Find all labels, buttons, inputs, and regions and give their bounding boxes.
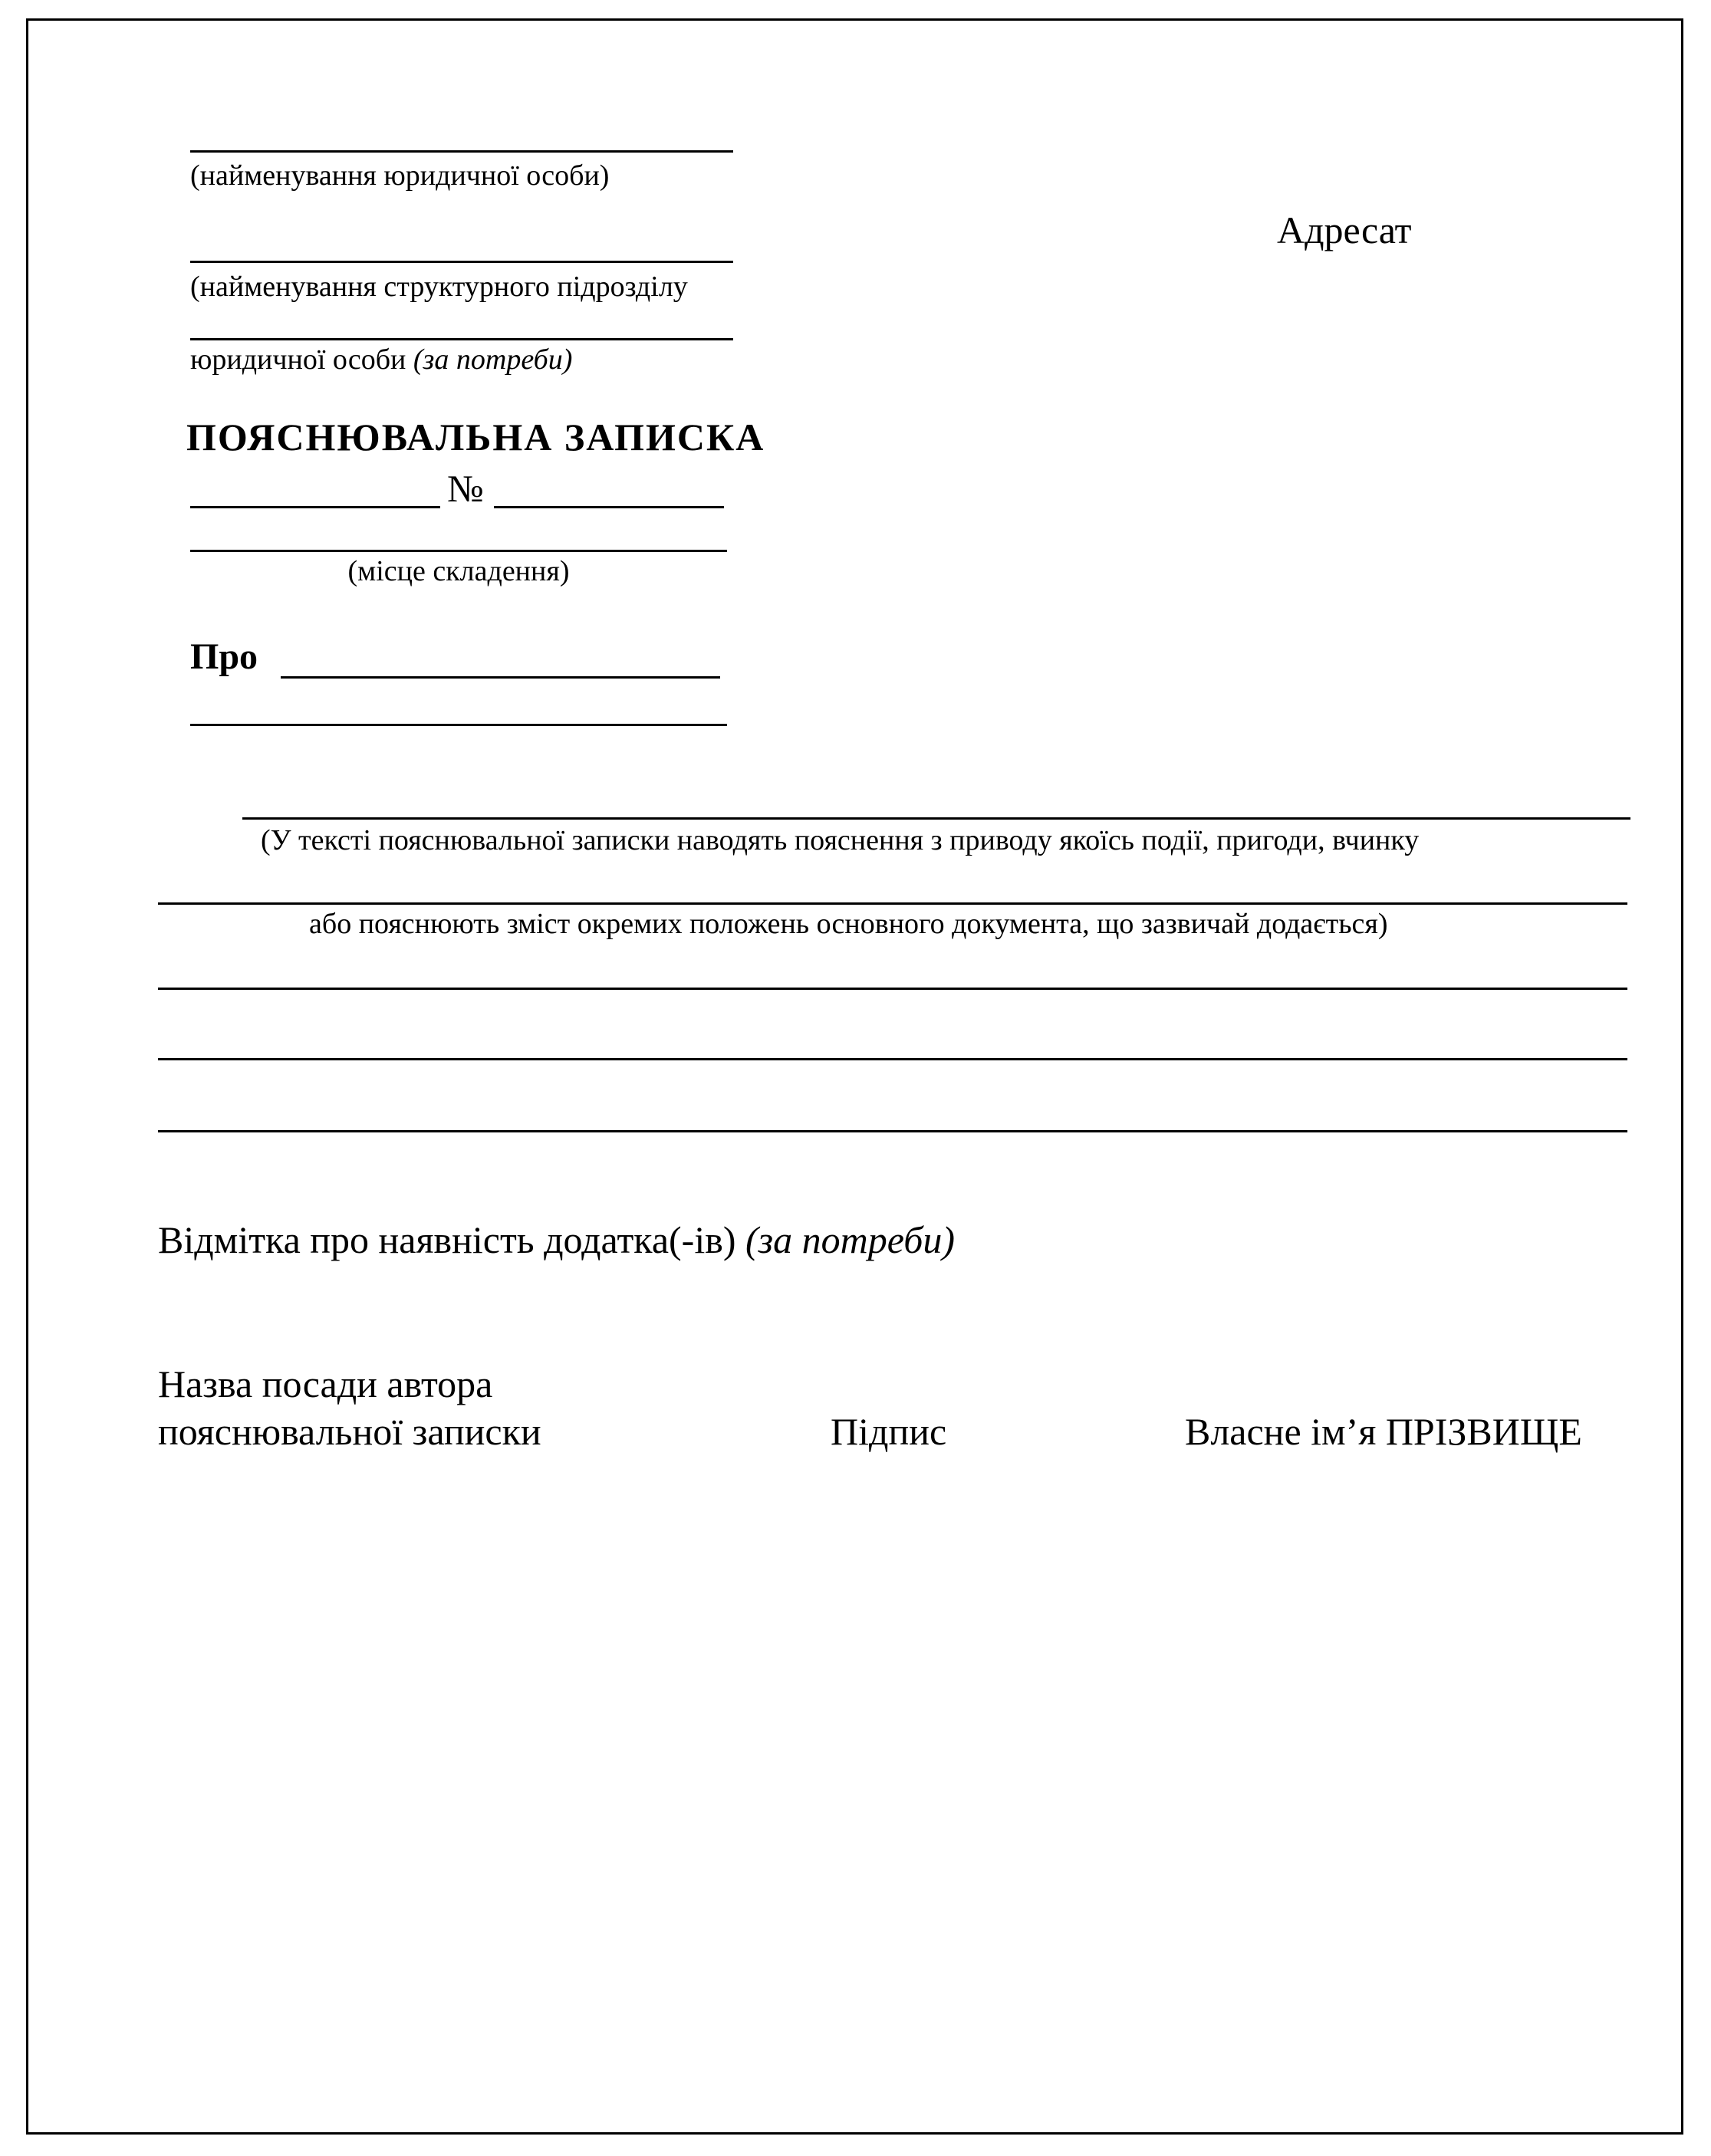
author-name-label: Власне ім’я ПРІЗВИЩЕ (1185, 1410, 1582, 1453)
structural-unit-field-line-2[interactable] (190, 338, 733, 340)
body-hint-line-2: або пояснюють зміст окремих положень основного документа, що зазвичай додається) (309, 908, 1388, 940)
subject-field-line-2[interactable] (190, 724, 727, 726)
body-line-4[interactable] (158, 1058, 1627, 1060)
page-border (26, 18, 1683, 2135)
body-line-1[interactable] (242, 817, 1630, 820)
place-field-line[interactable] (190, 550, 727, 552)
structural-unit-caption-2 (190, 345, 572, 374)
body-line-5[interactable] (158, 1130, 1627, 1132)
author-position-line-2: пояснювальної записки (158, 1410, 541, 1453)
subject-prefix: Про (190, 636, 258, 677)
structural-unit-caption-2-text: юридичної особи (190, 343, 406, 376)
date-field-line[interactable] (190, 506, 440, 508)
attachment-text: Відмітка про наявність додатка(-ів) (158, 1218, 736, 1261)
number-field-line[interactable] (494, 506, 724, 508)
legal-entity-caption: (найменування юридичної особи) (190, 159, 610, 192)
legal-entity-field-line[interactable] (190, 150, 733, 153)
signature-label: Підпис (831, 1410, 947, 1453)
attachment-note (158, 1218, 956, 1261)
structural-unit-field-line-1[interactable] (190, 261, 733, 263)
body-line-3[interactable] (158, 988, 1627, 990)
author-position-line-1: Назва посади автора (158, 1362, 493, 1405)
structural-unit-caption-2-note: (за потреби) (413, 343, 573, 376)
structural-unit-caption-1: (найменування структурного підрозділу (190, 271, 688, 303)
addressee-label: Адресат (1277, 209, 1412, 251)
body-hint-line-1: (У тексті пояснювальної записки наводять пояснення з приводу якоїсь події, пригоди, вчинку (261, 824, 1420, 856)
attachment-optional-note: (за потреби) (745, 1218, 956, 1261)
place-caption: (місце складення) (347, 555, 570, 587)
document-title: ПОЯСНЮВАЛЬНА ЗАПИСКА (186, 416, 765, 458)
subject-field-line-1[interactable] (281, 676, 720, 679)
number-sign: № (447, 467, 484, 510)
body-line-2[interactable] (158, 902, 1627, 905)
